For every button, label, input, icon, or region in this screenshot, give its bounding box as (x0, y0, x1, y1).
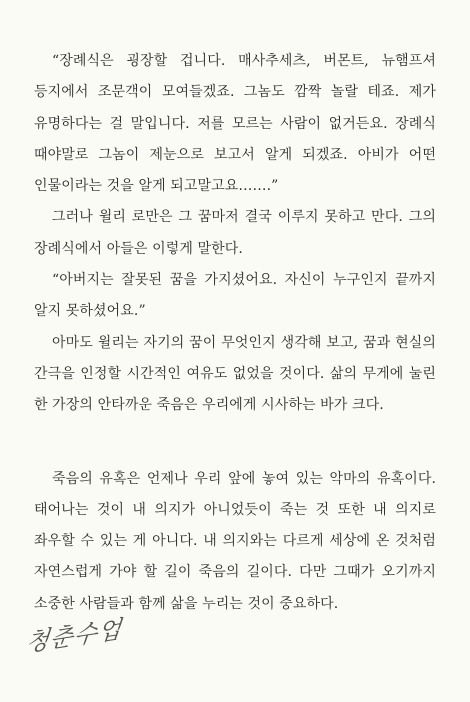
section-gap (34, 422, 436, 464)
paragraph: 아마도 윌리는 자기의 꿈이 무엇인지 생각해 보고, 꿈과 현실의 간극을 인정할 시간적인 여유도 없었을 것이다. 삶의 무게에 눌린 한 가장의 안타까운 죽음은 우리에게 시사하는 바가 크다. (34, 334, 436, 414)
paragraph: “아버지는 잘못된 꿈을 가지셨어요. 자신이 누구인지 끝까지 알지 못하셨어요.” (34, 272, 436, 320)
handwritten-signature: 청춘수업 (24, 614, 124, 658)
paragraph: 그러나 윌리 로만은 그 꿈마저 결국 이루지 못하고 만다. 그의 장례식에서 아들은 이렇게 말한다. (34, 209, 436, 257)
paragraph: “장례식은 굉장할 겁니다. 매사추세츠, 버몬트, 뉴햄프셔 등지에서 조문객이 모여들겠죠. 그놈도 깜짝 놀랄 테죠. 제가 유명하다는 걸 말입니다. 저를 모르는 사람이 없거든요. 장례식 때야말로 그놈이 제눈으로 보고서 알게 되겠죠. 아비가 어떤 인물이라는 것을 알게 되고말고요…….” (34, 53, 436, 195)
paragraph: 죽음의 유혹은 언제나 우리 앞에 놓여 있는 악마의 유혹이다. 태어나는 것이 내 의지가 아니었듯이 죽는 것 또한 내 의지로 좌우할 수 있는 게 아니다. 내 의지와는 다르게 세상에 온 것처럼 자연스럽게 가야 할 길이 죽음의 길이다. 다만 그때가 오기까지 소중한 사람들과 함께 삶을 누리는 것이 중요하다. (34, 470, 436, 612)
